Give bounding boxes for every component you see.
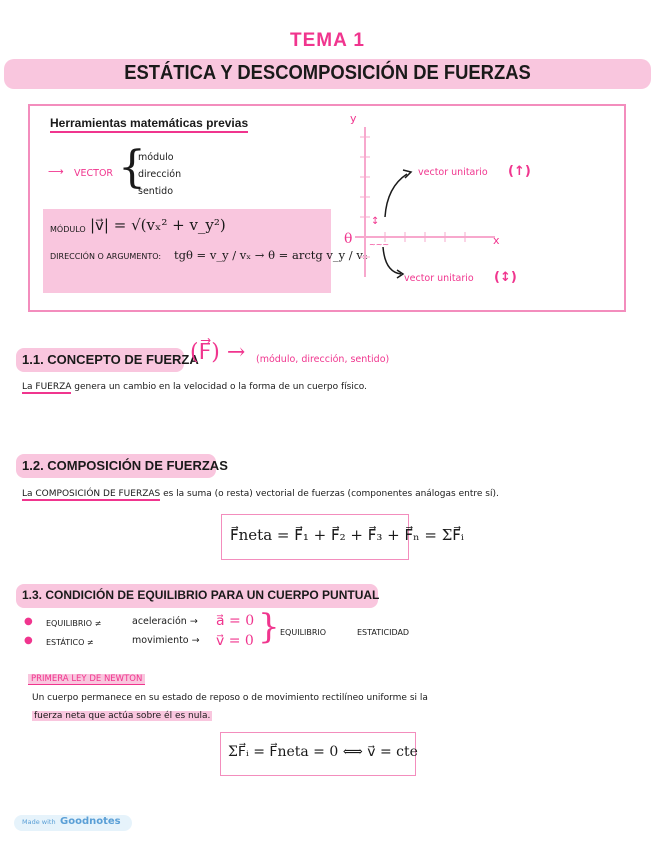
newton-line1: Un cuerpo permanece en su estado de reposo o de movimiento rectilíneo uniforme si la <box>32 693 428 703</box>
vector-prop-sentido: sentido <box>138 186 174 197</box>
row1-mid: aceleración → <box>132 616 198 627</box>
goodnotes-logo: Goodnotes <box>60 816 121 827</box>
equilibrio-label: EQUILIBRIO <box>280 628 327 637</box>
newton-formula: ΣF⃗ᵢ = F⃗neta = 0 ⟺ v⃗ = cte <box>228 744 418 760</box>
section2-title: 1.2. COMPOSICIÓN DE FUERZAS <box>22 458 228 473</box>
graph-x-label: x <box>493 234 500 247</box>
vector-label: VECTOR <box>74 168 114 179</box>
newton-title: PRIMERA LEY DE NEWTON <box>28 674 145 685</box>
unit-vector-bottom-symbol: (↕) <box>494 270 517 285</box>
made-with-label: Made with <box>22 818 56 826</box>
section3-title: 1.3. CONDICIÓN DE EQUILIBRIO PARA UN CUERPO PUNTUAL <box>22 588 380 602</box>
section2-formula: F⃗neta = F⃗₁ + F⃗₂ + F⃗₃ + F⃗ₙ = ΣF⃗ᵢ <box>230 526 464 544</box>
svg-text:~~~: ~~~ <box>369 240 390 249</box>
vector-graph <box>335 112 515 292</box>
row1-eq: a⃗ = 0 <box>216 613 255 629</box>
force-props: (módulo, dirección, sentido) <box>256 354 390 365</box>
section1-text <box>22 382 367 392</box>
bullet-icon: ● <box>24 616 33 627</box>
row2-eq: v⃗ = 0 <box>216 633 254 649</box>
svg-text:↕: ↕ <box>371 216 380 227</box>
graph-theta-label: θ <box>344 231 353 247</box>
section1-rest: genera un cambio en la velocidad o la forma de un cuerpo físico. <box>71 382 367 392</box>
unit-vector-bottom-label: vector unitario <box>404 273 474 284</box>
bullet-icon: ● <box>24 635 33 646</box>
unit-vector-top-label: vector unitario <box>418 167 488 178</box>
direccion-label: DIRECCIÓN O ARGUMENTO: <box>50 252 162 261</box>
section2-text <box>22 489 499 499</box>
section2-rest: es la suma (o resta) vectorial de fuerzas (componentes análogas entre sí). <box>160 489 499 499</box>
section1-key: La FUERZA <box>22 382 72 392</box>
brace-icon: { <box>118 142 146 193</box>
newton-line2: fuerza neta que actúa sobre él es nula. <box>34 711 211 721</box>
modulo-label: MÓDULO <box>50 225 86 234</box>
direccion-formula: tgθ = v_y / vₓ → θ = arctg v_y / vₓ <box>174 248 368 262</box>
page-title: ESTÁTICA Y DESCOMPOSICIÓN DE FUERZAS <box>124 62 531 84</box>
estaticidad-label: ESTATICIDAD <box>357 628 410 637</box>
right-brace-icon: } <box>258 607 280 647</box>
force-symbol: (F⃗) → <box>190 340 246 365</box>
unit-vector-top-symbol: (↑) <box>508 164 531 179</box>
vector-prop-modulo: módulo <box>138 152 174 163</box>
row2-label: ESTÁTICO ≠ <box>46 638 94 647</box>
row2-mid: movimiento → <box>132 635 200 646</box>
tema-label: TEMA 1 <box>290 30 365 51</box>
arrow-icon: ⟶ <box>48 165 64 178</box>
section1-title: 1.1. CONCEPTO DE FUERZA <box>22 352 199 367</box>
vector-prop-direccion: dirección <box>138 169 182 180</box>
tools-heading: Herramientas matemáticas previas <box>50 116 248 133</box>
row1-label: EQUILIBRIO ≠ <box>46 619 102 628</box>
section2-key: La COMPOSICIÓN DE FUERZAS <box>22 489 161 499</box>
modulo-formula: |v⃗| = √(vₓ² + v_y²) <box>90 216 226 234</box>
graph-y-label: y <box>350 112 357 125</box>
